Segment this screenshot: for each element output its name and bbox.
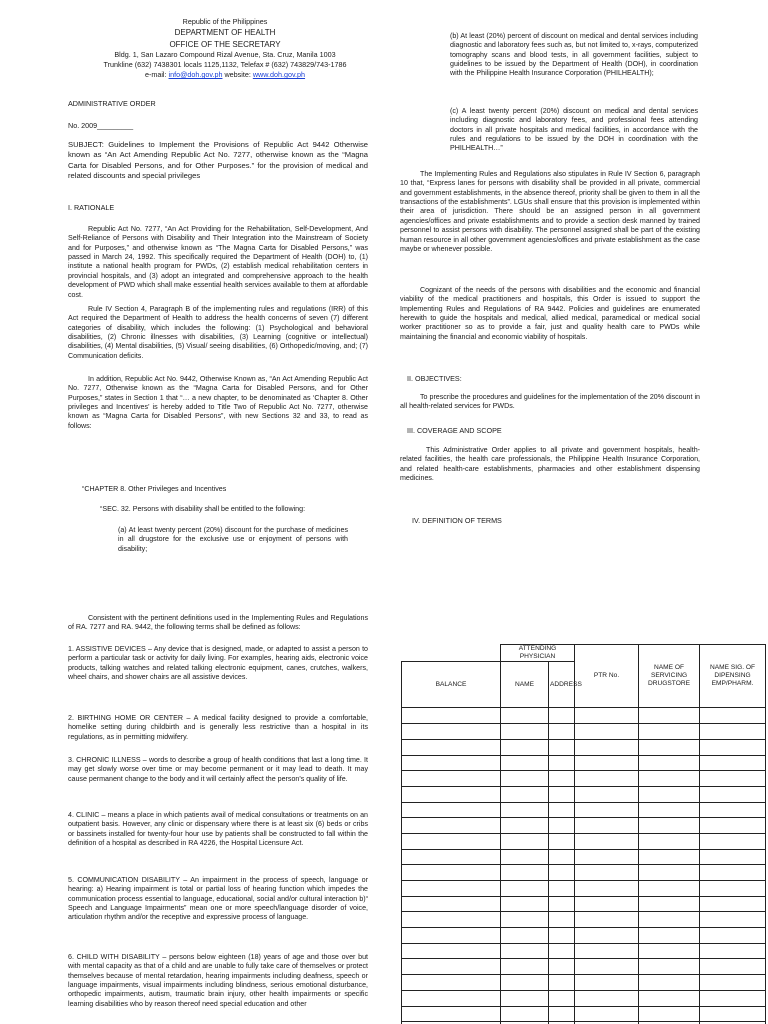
- ledger-cell[interactable]: [549, 849, 575, 865]
- ledger-cell[interactable]: [402, 708, 501, 724]
- term-child-with-disability: 6. CHILD WITH DISABILITY – persons below eighteen (18) years of age and those over but with mental capacity as that of a child and are unable to fully take care of themselves or protect themselves because of mental retardation, hearing impairments including deafness, speech or language impairments, visual impairments including blindness, serious emotional disturbance, orthopedic impairments, autism, traumatic brain injury, other health impairments or specific learning disabilities who by reason thereof need special education and other: [68, 953, 368, 1008]
- terms-intro: Consistent with the pertinent definitions used in the Implementing Rules and Regulations of RA. 7277 and RA. 9442, the following terms shall be defined as follows:: [68, 614, 368, 632]
- ledger-cell[interactable]: [700, 708, 766, 724]
- order-type: ADMINISTRATIVE ORDER: [68, 99, 156, 108]
- term-communication-disability: 5. COMMUNICATION DISABILITY – An impairment in the process of speech, language or hearing: a) Hearing impairment is total or partial loss of hearing function which impedes the communication process essential to language, educational, social and/or cultural interaction b)“ Speech and Language Impairments” mean one or more speech/language disorder of voice, articulation rhythm and/or the receptive and expressive process of language.: [68, 876, 368, 922]
- ledger-cell[interactable]: [501, 943, 549, 959]
- ledger-cell[interactable]: [700, 896, 766, 912]
- coverage-heading: III. COVERAGE AND SCOPE: [407, 426, 502, 435]
- ledger-cell[interactable]: [700, 802, 766, 818]
- ledger-cell[interactable]: [501, 975, 549, 991]
- ledger-cell[interactable]: [402, 912, 501, 928]
- ledger-cell[interactable]: [402, 896, 501, 912]
- ledger-row: [402, 724, 766, 740]
- ledger-cell[interactable]: [575, 990, 639, 1006]
- definition-heading: IV. DEFINITION OF TERMS: [412, 516, 502, 525]
- ledger-header-address: ADDRESS: [549, 662, 575, 708]
- ledger-cell[interactable]: [549, 881, 575, 897]
- ledger-cell[interactable]: [501, 990, 549, 1006]
- cognizant-paragraph: Cognizant of the needs of the persons with disabilities and the economic and financial viability of the medical practitioners and hospitals, this Order is issued to support the Implementing Rules and Regulations of RA 9442. Policies and guidelines are enumerated herewith to guide the hospitals and medical, allied medical, paramedical or medical social worker practitioner so as to provide a fair, just and quality health care to PWDs while maintaining the financial and economic viability of hospitals.: [400, 286, 700, 341]
- letterhead-office: OFFICE OF THE SECRETARY: [169, 39, 281, 49]
- rationale-paragraph-3: In addition, Republic Act No. 9442, Otherwise Known as, “An Act Amending Republic Act No. 7277, Otherwise known as the “Magna Carta for Disabled Persons, and for Other Purposes,” states in Section 1 that “… a new chapter, to be denominated as ‘Chapter 8. Other privileges and Incentives’ is hereby added to Title Two of Republic Act No. 7277, otherwise known as “Magna Carta for Disabled Persons”, with new Sections 32 and 33, to read as follows:: [68, 375, 368, 430]
- website-link[interactable]: www.doh.gov.ph: [252, 70, 306, 80]
- rationale-paragraph-2: Rule IV Section 4, Paragraph B of the implementing rules and regulations (IRR) of this Act required the Department of Health to address the health concerns of seven (7) different categories of disability, which includes the following: (1) Psychological and behavioral disabilities, (2) Chronic illnesses with disabilities, (3) Learning (cognitive or intellectual) disabilities, (4) Mental disabilities, (5) Visual/ seeing disabilities, (6) Orthopedic/moving, and; (7) Communication deficits.: [68, 305, 368, 360]
- ledger-header-balance: BALANCE: [402, 662, 501, 708]
- ledger-cell[interactable]: [501, 849, 549, 865]
- ledger-cell[interactable]: [549, 959, 575, 975]
- ledger-cell[interactable]: [575, 849, 639, 865]
- ledger-cell[interactable]: [700, 881, 766, 897]
- ledger-cell[interactable]: [575, 771, 639, 787]
- ledger-cell[interactable]: [549, 928, 575, 944]
- ledger-row: [402, 755, 766, 771]
- ledger-cell[interactable]: [549, 724, 575, 740]
- ledger-cell[interactable]: [402, 818, 501, 834]
- term-birthing-home: 2. BIRTHING HOME OR CENTER – A medical facility designed to provide a comfortable, homelike setting during childbirth and is generally less restrictive than a hospital in its regulations, as in permitting midwifery.: [68, 714, 368, 741]
- ledger-cell[interactable]: [402, 928, 501, 944]
- ledger-header-sig: NAME SIG. OF DIPENSING EMP/PHARM.: [700, 645, 766, 708]
- ledger-row: [402, 896, 766, 912]
- ledger-row: [402, 833, 766, 849]
- ledger-cell[interactable]: [549, 943, 575, 959]
- ledger-cell[interactable]: [639, 1006, 700, 1022]
- ledger-row: [402, 802, 766, 818]
- ledger-cell[interactable]: [501, 959, 549, 975]
- ledger-cell[interactable]: [501, 708, 549, 724]
- ledger-row: [402, 865, 766, 881]
- ledger-cell[interactable]: [639, 724, 700, 740]
- ledger-cell[interactable]: [575, 818, 639, 834]
- ledger-row: [402, 818, 766, 834]
- rationale-heading: I. RATIONALE: [68, 203, 115, 212]
- ledger-cell[interactable]: [501, 1006, 549, 1022]
- ledger-cell[interactable]: [639, 990, 700, 1006]
- ledger-body: [402, 708, 766, 1024]
- ledger-cell[interactable]: [501, 912, 549, 928]
- ledger-cell[interactable]: [639, 928, 700, 944]
- ledger-cell[interactable]: [549, 1006, 575, 1022]
- letterhead-republic: Republic of the Philippines: [182, 17, 268, 26]
- ledger-cell[interactable]: [402, 881, 501, 897]
- ledger-table: [401, 644, 766, 1024]
- term-chronic-illness: 3. CHRONIC ILLNESS – words to describe a group of health conditions that last a long time. It may get slowly worse over time or may become permanent or it may lead to death. It may cause permanent change to the body and it will certainly affect the person's quality of life.: [68, 756, 368, 783]
- objectives-heading: II. OBJECTIVES:: [407, 374, 462, 383]
- ledger-cell[interactable]: [575, 755, 639, 771]
- ledger-cell[interactable]: [575, 1006, 639, 1022]
- ledger-cell[interactable]: [549, 786, 575, 802]
- ledger-cell[interactable]: [700, 818, 766, 834]
- ledger-cell[interactable]: [639, 708, 700, 724]
- irr-paragraph: The Implementing Rules and Regulations also stipulates in Rule IV Section 6, paragraph 10 that, “Express lanes for persons with disability shall be provided in all private, commercial and government establishments, in the absence thereof, priority shall be given to them in all the transactions of the establishments”. LGUs shall ensure that this provision is implemented within their area of jurisdiction. There should be an assigned person in all government agencies/offices and private establishments and to provide a section desk manned by trained personnel to assist persons with disability. The personnel assigned shall be part of the existing human resource in all other government agencies/offices and private establishment as the case maybe or whenever possible.: [400, 170, 700, 253]
- objectives-text: To prescribe the procedures and guidelines for the implementation of the 20% discount in all health-related services for PWDs.: [400, 393, 700, 411]
- ledger-cell[interactable]: [402, 990, 501, 1006]
- ledger-cell[interactable]: [501, 881, 549, 897]
- ledger-cell[interactable]: [575, 865, 639, 881]
- ledger-cell[interactable]: [402, 739, 501, 755]
- ledger-cell[interactable]: [575, 881, 639, 897]
- ledger-cell[interactable]: [575, 724, 639, 740]
- ledger-header-name: NAME: [501, 662, 549, 708]
- ledger-row: [402, 881, 766, 897]
- ledger-cell[interactable]: [639, 771, 700, 787]
- ledger-cell[interactable]: [575, 928, 639, 944]
- ledger-row: [402, 912, 766, 928]
- ledger-cell[interactable]: [575, 739, 639, 755]
- ledger-cell[interactable]: [402, 849, 501, 865]
- ledger-cell[interactable]: [575, 943, 639, 959]
- ledger-cell[interactable]: [639, 755, 700, 771]
- ledger-cell[interactable]: [575, 708, 639, 724]
- ledger-cell[interactable]: [549, 896, 575, 912]
- ledger-cell[interactable]: [639, 739, 700, 755]
- ledger-cell[interactable]: [402, 771, 501, 787]
- ledger-cell[interactable]: [501, 755, 549, 771]
- ledger-cell[interactable]: [575, 802, 639, 818]
- ledger-header-attending: ATTENDING PHYSICIAN: [501, 645, 575, 662]
- ledger-cell[interactable]: [639, 865, 700, 881]
- ledger-cell[interactable]: [700, 1006, 766, 1022]
- ledger-cell[interactable]: [575, 912, 639, 928]
- ledger-cell[interactable]: [639, 786, 700, 802]
- ledger-cell[interactable]: [402, 802, 501, 818]
- order-subject: SUBJECT: Guidelines to Implement the Provisions of Republic Act 9442 Otherwise known as “An Act Amending Republic Act No. 7277, otherwise known as the “Magna Carta for Disabled Persons, and for Other Purposes.” for the provision of medical and related discounts and special privileges: [68, 140, 368, 180]
- ledger-cell[interactable]: [501, 928, 549, 944]
- ledger-cell[interactable]: [639, 818, 700, 834]
- ledger-cell[interactable]: [549, 912, 575, 928]
- rationale-paragraph-1: Republic Act No. 7277, “An Act Providing for the Rehabilitation, Self-Development, And Self-Reliance of Persons with Disability and Their Integration into the Mainstream of Society and for Purposes,” and otherwise known as “The Magna Carta for Disabled Persons,” was passed in March 24, 1992. This specifically required the Department of Health (DOH) to, (1) institute a national health program for PWDs, (2) establish medical rehabilitation centers in provincial hospitals, and (3) adopt an integrated and comprehensive approach to the health development of PWD which shall make essential health services available to them at affordable cost.: [68, 225, 368, 299]
- ledger-row: [402, 943, 766, 959]
- quote-item-b: (b) At least (20%) percent of discount on medical and dental services including diagnostic and laboratory fees such as, but not limited to, x-rays, computerized tomography scans and blood tests, in all government facilities, subject to guidelines to be issued by the Department of Health (DOH), in coordination with the Philippine Health Insurance Corporation (PHILHEALTH);: [450, 32, 698, 78]
- ledger-cell[interactable]: [501, 724, 549, 740]
- ledger-cell[interactable]: [700, 912, 766, 928]
- ledger-cell[interactable]: [639, 943, 700, 959]
- ledger-cell[interactable]: [700, 865, 766, 881]
- ledger-cell[interactable]: [402, 724, 501, 740]
- ledger-row: [402, 990, 766, 1006]
- term-assistive-devices: 1. ASSISTIVE DEVICES – Any device that is designed, made, or adapted to assist a person to perform a particular task or activity for daily living. For examples, hearing aids, electronic voice products, talking watches and related talking electronic equipment, canes, crutches, walkers, wheel chairs, and shower chairs are all assistive devices.: [68, 645, 368, 682]
- letterhead-contact: e-mail: info@doh.gov.ph website: www.doh.gov.ph: [144, 70, 306, 80]
- ledger-cell[interactable]: [575, 896, 639, 912]
- ledger-row: [402, 975, 766, 991]
- ledger-cell[interactable]: [700, 786, 766, 802]
- ledger-cell[interactable]: [402, 959, 501, 975]
- ledger-cell[interactable]: [402, 786, 501, 802]
- ledger-cell[interactable]: [700, 928, 766, 944]
- ledger-cell[interactable]: [549, 771, 575, 787]
- ledger-cell[interactable]: [700, 943, 766, 959]
- quote-item-c: (c) A least twenty percent (20%) discount on medical and dental services including diagnostic and laboratory fees, and professional fees attending doctors in all private hospitals and medical facilities, in accordance with the rules and regulations to be issued by the DOH in coordination with the PHILHEALTH…”: [450, 107, 698, 153]
- letterhead-address: Bldg. 1, San Lazaro Compound Rizal Avenue, Sta. Cruz, Manila 1003: [114, 49, 336, 59]
- ledger-cell[interactable]: [549, 802, 575, 818]
- ledger-cell[interactable]: [700, 755, 766, 771]
- ledger-cell[interactable]: [549, 708, 575, 724]
- ledger-cell[interactable]: [700, 724, 766, 740]
- ledger-cell[interactable]: [575, 786, 639, 802]
- ledger-cell[interactable]: [501, 896, 549, 912]
- quote-item-a: (a) At least twenty percent (20%) discount for the purchase of medicines in all drugstore for the exclusive use or enjoyment of persons with disability;: [118, 526, 348, 553]
- ledger-cell[interactable]: [700, 990, 766, 1006]
- letterhead-phone: Trunkline (632) 7438301 locals 1125,1132, Telefax # (632) 743829/743-1786: [103, 60, 347, 70]
- ledger-cell[interactable]: [639, 896, 700, 912]
- ledger-row: [402, 1006, 766, 1022]
- ledger-cell[interactable]: [700, 771, 766, 787]
- ledger-row: [402, 959, 766, 975]
- ledger-cell[interactable]: [639, 912, 700, 928]
- ledger-cell[interactable]: [575, 833, 639, 849]
- letterhead-department: DEPARTMENT OF HEALTH: [174, 28, 276, 38]
- ledger-cell[interactable]: [402, 975, 501, 991]
- ledger-cell[interactable]: [639, 959, 700, 975]
- ledger-cell[interactable]: [575, 975, 639, 991]
- ledger-cell[interactable]: [549, 739, 575, 755]
- ledger-cell[interactable]: [402, 755, 501, 771]
- ledger-cell[interactable]: [501, 786, 549, 802]
- ledger-cell[interactable]: [639, 849, 700, 865]
- ledger-cell[interactable]: [402, 865, 501, 881]
- discount-ledger: [401, 644, 766, 1024]
- ledger-row: [402, 739, 766, 755]
- ledger-header-ptr: PTR No.: [575, 645, 639, 708]
- ledger-cell[interactable]: [639, 833, 700, 849]
- ledger-cell[interactable]: [549, 818, 575, 834]
- ledger-blank-header: [402, 645, 501, 662]
- ledger-cell[interactable]: [501, 865, 549, 881]
- ledger-cell[interactable]: [501, 833, 549, 849]
- ledger-cell[interactable]: [402, 833, 501, 849]
- term-clinic: 4. CLINIC – means a place in which patients avail of medical consultations or treatments on an outpatient basis. However, any clinic or dispensary where there is at least six (6) beds or cribs or bassinets installed for twenty-four hour use by patients shall be constructed to fall within the definition of a hospital as described in RA 4226, the Hospital Licensure Act.: [68, 811, 368, 848]
- ledger-cell[interactable]: [639, 975, 700, 991]
- ledger-cell[interactable]: [639, 881, 700, 897]
- email-link[interactable]: info@doh.gov.ph: [168, 70, 223, 80]
- quote-section: “SEC. 32. Persons with disability shall be entitled to the following:: [100, 505, 306, 513]
- ledger-cell[interactable]: [700, 975, 766, 991]
- ledger-row: [402, 786, 766, 802]
- ledger-cell[interactable]: [700, 849, 766, 865]
- ledger-cell[interactable]: [575, 959, 639, 975]
- ledger-cell[interactable]: [700, 739, 766, 755]
- ledger-header-servicing: NAME OF SERVICING DRUGSTORE: [639, 645, 700, 708]
- ledger-cell[interactable]: [549, 833, 575, 849]
- ledger-cell[interactable]: [549, 755, 575, 771]
- ledger-cell[interactable]: [700, 833, 766, 849]
- ledger-cell[interactable]: [501, 771, 549, 787]
- ledger-cell[interactable]: [501, 802, 549, 818]
- ledger-cell[interactable]: [402, 943, 501, 959]
- order-number: No. 2009_________: [68, 121, 134, 130]
- ledger-cell[interactable]: [501, 739, 549, 755]
- ledger-cell[interactable]: [501, 818, 549, 834]
- ledger-cell[interactable]: [700, 959, 766, 975]
- ledger-row: [402, 771, 766, 787]
- letterhead: [60, 17, 390, 81]
- ledger-row: [402, 928, 766, 944]
- ledger-cell[interactable]: [639, 802, 700, 818]
- ledger-cell[interactable]: [402, 1006, 501, 1022]
- ledger-cell[interactable]: [549, 990, 575, 1006]
- ledger-row: [402, 708, 766, 724]
- quote-chapter: “CHAPTER 8. Other Privileges and Incentives: [82, 485, 227, 493]
- coverage-text: This Administrative Order applies to all private and government hospitals, health-related facilities, the health care professionals, the Philippine Health Insurance Corporation, and related health-care establishments, pharmacies and other establishment dispensing medicines.: [400, 446, 700, 483]
- ledger-row: [402, 849, 766, 865]
- ledger-cell[interactable]: [549, 975, 575, 991]
- ledger-cell[interactable]: [549, 865, 575, 881]
